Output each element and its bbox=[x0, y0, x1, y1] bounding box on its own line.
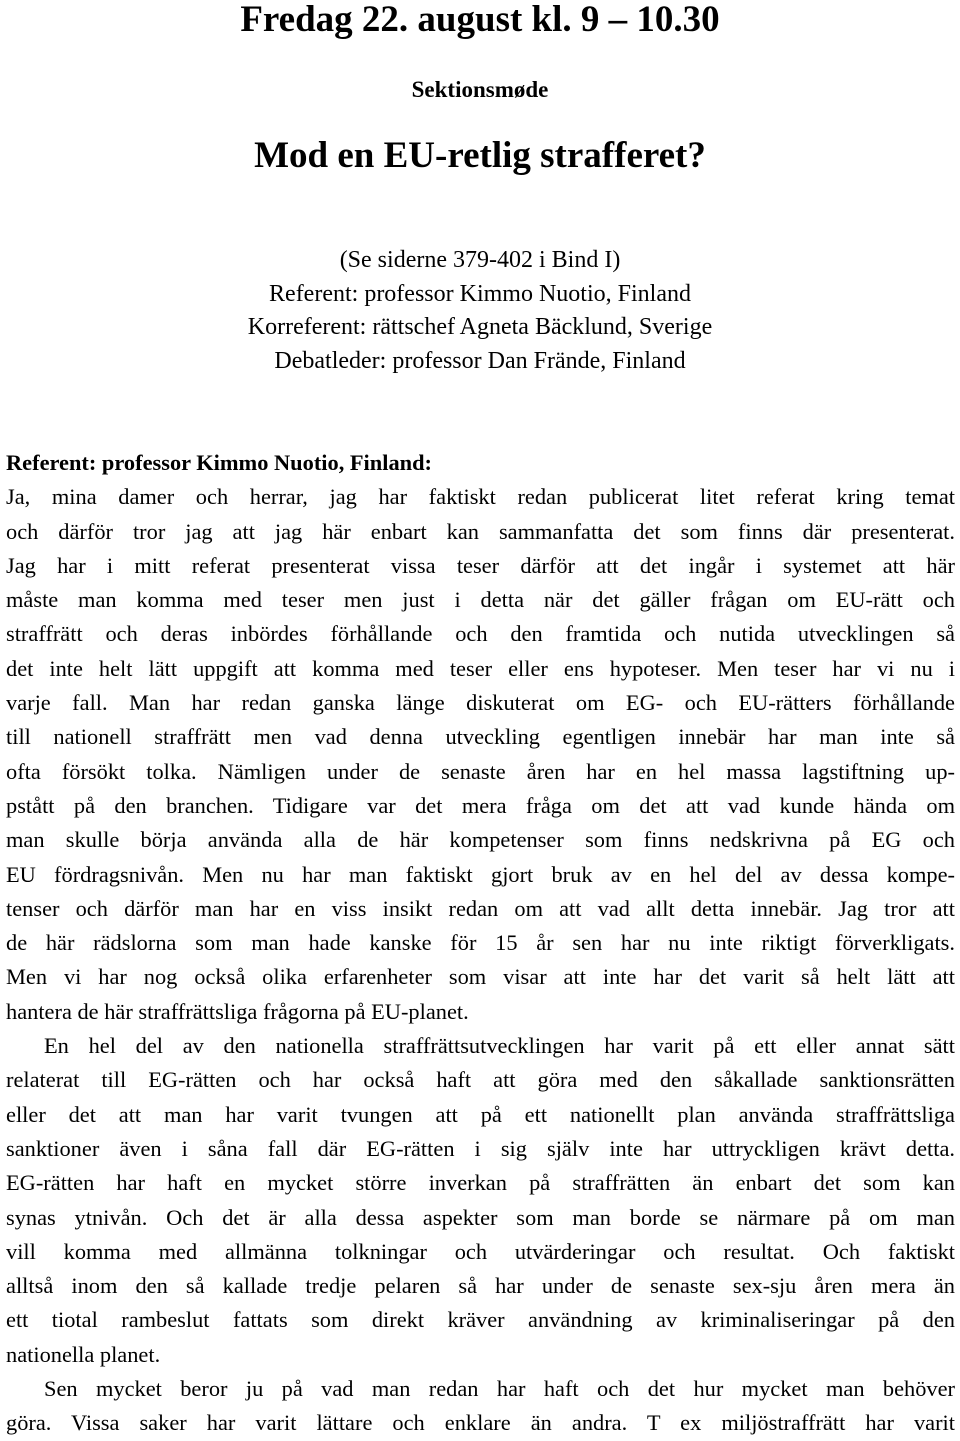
session-date-heading: Fredag 22. august kl. 9 – 10.30 bbox=[240, 0, 720, 40]
text-line: pstått på den branchen. Tidigare var det mera fråga om det att vad kunde hända om bbox=[6, 792, 955, 818]
text-line: alltså inom den så kallade tredje pelaren så har under de senaste sex-sju åren mera än bbox=[6, 1273, 955, 1299]
text-line: måste man komma med teser men just i detta när det gäller frågan om EU-rätt och bbox=[6, 587, 955, 613]
text-line: relaterat till EG-rätten och har också haft att göra med den såkallade sanktionsrätten bbox=[6, 1067, 955, 1093]
speaker-heading: Referent: professor Kimmo Nuotio, Finland: bbox=[6, 450, 433, 475]
volume-reference: (Se siderne 379-402 i Bind I) bbox=[339, 247, 621, 273]
text-line: ofta försökt tolka. Nämligen under de senaste åren har en hel massa lagstiftning up- bbox=[6, 758, 955, 784]
page-title: Mod en EU-retlig strafferet? bbox=[254, 135, 706, 176]
text-line: synas ytnivån. Och det är alla dessa aspekter som man borde se närmare på om man bbox=[6, 1204, 955, 1230]
text-line: Jag har i mitt referat presenterat vissa teser därför att det ingår i systemet att här bbox=[6, 552, 955, 578]
text-line: varje fall. Man har redan ganska länge diskuterat om EG- och EU-rätters förhållande bbox=[6, 690, 955, 716]
text-line: hantera de här straffrättsliga frågorna på EU-planet. bbox=[6, 998, 469, 1024]
text-line: En hel del av den nationella straffrättsutvecklingen har varit på ett eller annat sätt bbox=[44, 1033, 955, 1059]
text-line: de här rädslorna som man hade kanske för 15 år sen har nu inte riktigt förverkligats. bbox=[6, 930, 955, 956]
text-line: sanktioner även i såna fall där EG-rätten i sig själv inte har uttryckligen krävt detta. bbox=[6, 1135, 955, 1161]
text-line: Ja, mina damer och herrar, jag har faktiskt redan publicerat litet referat kring temat bbox=[6, 484, 955, 510]
section-label: Sektionsmøde bbox=[411, 77, 549, 102]
text-line: det inte helt lätt uppgift att komma med teser eller ens hypoteser. Men teser har vi nu i bbox=[6, 655, 955, 681]
text-line: till nationell straffrätt men vad denna utveckling egentligen innebär har man inte så bbox=[6, 724, 955, 750]
text-line: nationella planet. bbox=[6, 1341, 161, 1367]
text-line: tenser och därför man har en viss insikt redan om att vad allt detta innebär. Jag tror att bbox=[6, 895, 955, 921]
text-line: eller det att man har varit tvungen att på ett nationellt plan använda straffrättsliga bbox=[6, 1101, 955, 1127]
text-line: och därför tror jag att jag här enbart kan sammanfatta det som finns där presenterat. bbox=[6, 518, 955, 544]
text-line: göra. Vissa saker har varit lättare och enklare än andra. T ex miljöstraffrätt har varit bbox=[6, 1410, 955, 1436]
korreferent-line: Korreferent: rättschef Agneta Bäcklund, Sverige bbox=[247, 314, 713, 340]
text-line: Sen mycket beror ju på vad man redan har haft och det hur mycket man behöver bbox=[44, 1376, 955, 1402]
session-info bbox=[0, 244, 960, 378]
text-line: Men vi har nog också olika erfarenheter som visar att inte har det varit så helt lätt att bbox=[6, 964, 955, 990]
text-line: vill komma med allmänna tolkningar och utvärderingar och resultat. Och faktiskt bbox=[6, 1238, 955, 1264]
text-line: straffrätt och deras inbördes förhållande och den framtida och nutida utvecklingen så bbox=[6, 621, 955, 647]
speech-body bbox=[6, 446, 955, 1441]
text-line: EU fördragsnivån. Men nu har man faktiskt gjort bruk av en hel del av dessa kompe- bbox=[6, 861, 955, 887]
debatleder-line: Debatleder: professor Dan Frände, Finland bbox=[274, 347, 686, 374]
text-line: man skulle börja använda alla de här kompetenser som finns nedskrivna på EG och bbox=[6, 827, 955, 853]
text-line: ett tiotal rambeslut fattats som direkt kräver användning av kriminaliseringar på den bbox=[6, 1307, 955, 1333]
referent-line: Referent: professor Kimmo Nuotio, Finland bbox=[269, 280, 691, 307]
text-line: EG-rätten har haft en mycket större inverkan på straffrätten än enbart det som kan bbox=[6, 1170, 955, 1196]
